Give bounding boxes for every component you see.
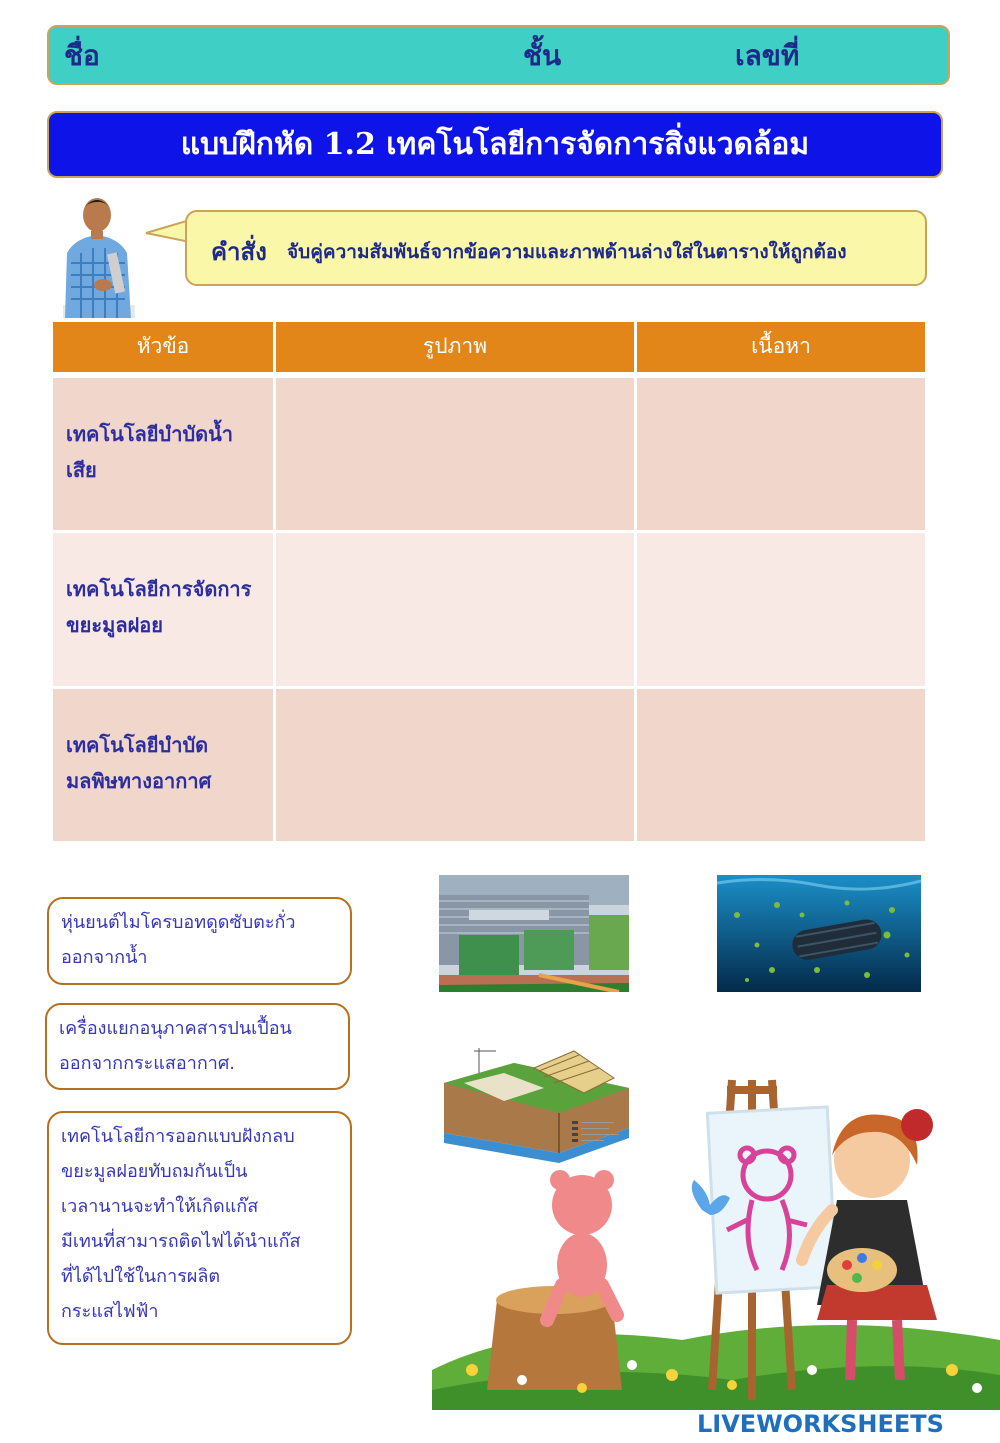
number-label: เลขที่ bbox=[735, 39, 800, 72]
topic-line: เทคโนโลยีบำบัดน้ำ bbox=[66, 422, 234, 446]
option-card-air-filter[interactable] bbox=[45, 1003, 350, 1090]
instruction-bubble bbox=[185, 210, 927, 286]
picture-drop-cell[interactable] bbox=[276, 689, 634, 841]
option-line: เวลานานจะทำให้เกิดแก๊ส bbox=[61, 1196, 259, 1217]
option-card-microbot[interactable] bbox=[47, 897, 352, 985]
content-drop-cell[interactable] bbox=[637, 533, 925, 686]
picture-drop-cell[interactable] bbox=[276, 378, 634, 530]
speech-bubble-tail bbox=[144, 216, 190, 246]
option-line: กระแสไฟฟ้า bbox=[61, 1301, 159, 1322]
option-line: ที่ได้ไปใช้ในการผลิต bbox=[61, 1266, 221, 1287]
option-line: เทคโนโลยีการออกแบบฝังกลบ bbox=[61, 1126, 295, 1147]
instruction-label: คำสั่ง bbox=[211, 238, 267, 266]
topic-line: เทคโนโลยีบำบัด bbox=[66, 733, 209, 757]
option-line: มีเทนที่สามารถติดไฟได้นำแก๊ส bbox=[61, 1231, 301, 1252]
topic-line: มลพิษทางอากาศ bbox=[66, 769, 212, 793]
underwater-microbot-image[interactable] bbox=[717, 875, 921, 992]
student-info-bar bbox=[47, 25, 950, 85]
option-line: ออกจากน้ำ bbox=[61, 947, 148, 968]
content-drop-cell[interactable] bbox=[637, 378, 925, 530]
content-drop-cell[interactable] bbox=[637, 689, 925, 841]
header-picture: รูปภาพ bbox=[276, 322, 634, 372]
teacher-avatar bbox=[55, 193, 140, 318]
topic-line: เทคโนโลยีการจัดการ bbox=[66, 577, 252, 601]
topic-line: ขยะมูลฝอย bbox=[66, 613, 164, 637]
class-label: ชั้น bbox=[523, 39, 562, 72]
instruction-text: จับคู่ความสัมพันธ์จากข้อความและภาพด้านล่างใส่ในตารางให้ถูกต้อง bbox=[287, 241, 847, 263]
liveworksheets-watermark: LIVEWORKSHEETS bbox=[697, 1410, 944, 1438]
topic-cell bbox=[53, 533, 273, 686]
girl-painting-illustration bbox=[432, 1070, 1000, 1410]
header-topic: หัวข้อ bbox=[53, 322, 273, 372]
header-content: เนื้อหา bbox=[637, 322, 925, 372]
option-line: เครื่องแยกอนุภาคสารปนเปื้อน bbox=[59, 1018, 292, 1039]
option-card-landfill[interactable] bbox=[47, 1111, 352, 1345]
topic-cell bbox=[53, 378, 273, 530]
option-line: ขยะมูลฝอยทับถมกันเป็น bbox=[61, 1161, 248, 1182]
name-label: ชื่อ bbox=[64, 39, 100, 72]
option-line: ออกจากกระแสอากาศ. bbox=[59, 1053, 235, 1074]
topic-line: เสีย bbox=[66, 458, 97, 482]
option-line: หุ่นยนต์ไมโครบอทดูดซับตะกั่ว bbox=[61, 912, 296, 933]
topic-cell bbox=[53, 689, 273, 841]
picture-drop-cell[interactable] bbox=[276, 533, 634, 686]
air-filter-machine-image[interactable] bbox=[439, 875, 629, 992]
worksheet-title: แบบฝึกหัด 1.2 เทคโนโลยีการจัดการสิ่งแวดล้อม bbox=[47, 111, 943, 178]
